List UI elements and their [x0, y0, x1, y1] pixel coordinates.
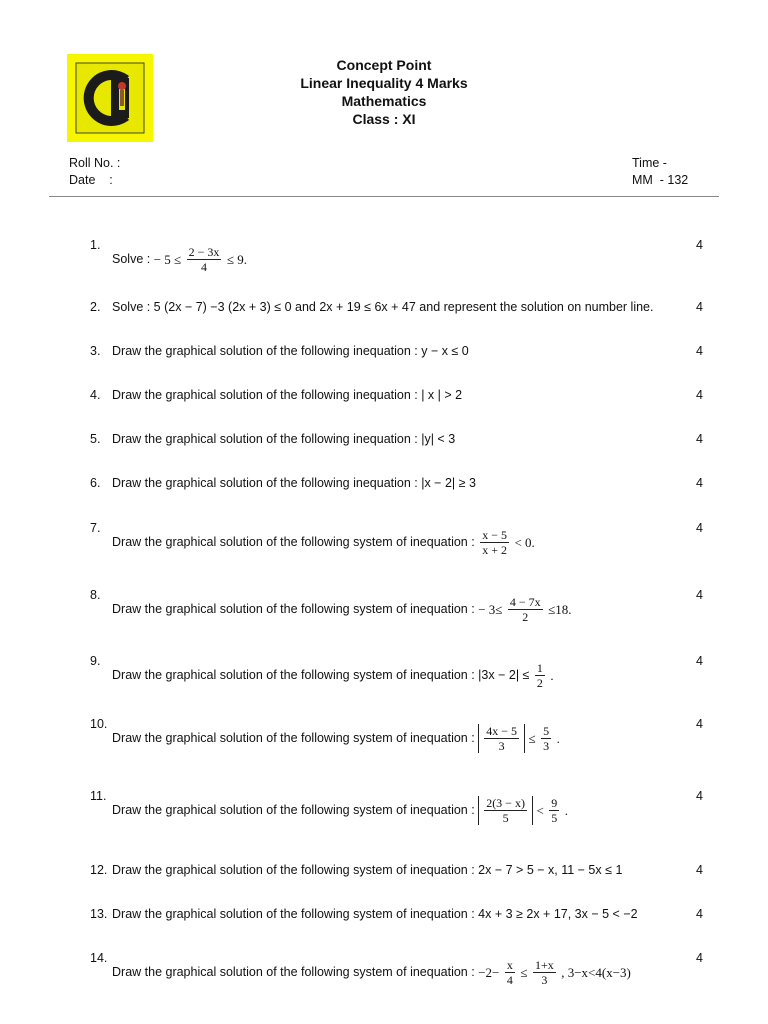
question-number: 8.: [90, 588, 101, 602]
question-marks: 4: [696, 388, 703, 402]
absolute-value: [478, 796, 533, 825]
question-prefix: Solve :: [112, 251, 154, 266]
math-right: .: [564, 802, 568, 818]
question-text: Draw the graphical solution of the following system of inequation : 4x + 3 ≥ 2x + 17, 3x − 5 < −2: [112, 907, 638, 921]
fraction: [541, 724, 551, 753]
question-5: [90, 432, 702, 452]
question-prefix: Draw the graphical solution of the following system of inequation :: [112, 534, 475, 549]
question-text: Draw the graphical solution of the following inequation : | x | > 2: [112, 388, 463, 402]
question-text: [112, 245, 247, 274]
math-left: − 5 ≤: [153, 251, 182, 267]
question-marks: 4: [696, 951, 703, 965]
fraction-denominator: 2: [522, 610, 529, 624]
question-text: [112, 724, 560, 753]
question-marks: 4: [696, 789, 703, 803]
question-marks: 4: [696, 863, 703, 877]
math-right: < 0.: [514, 534, 535, 550]
math-right: , 3−x<4(x−3): [561, 964, 631, 980]
math-right: ≤18.: [548, 601, 572, 617]
question-text: Draw the graphical solution of the following inequation : y − x ≤ 0: [112, 344, 469, 358]
question-number: 2.: [90, 300, 101, 314]
math-left: − 3≤: [478, 601, 503, 617]
question-prefix: Draw the graphical solution of the following system of inequation :: [112, 964, 475, 979]
question-number: 7.: [90, 521, 101, 535]
question-number: 6.: [90, 476, 101, 490]
question-marks: 4: [696, 432, 703, 446]
fraction-numerator: 4x − 5: [486, 724, 517, 738]
fraction-denominator: 2: [536, 676, 543, 690]
fraction: [480, 528, 509, 557]
fraction-denominator: 4: [201, 260, 208, 274]
question-number: 11.: [90, 789, 107, 803]
question-marks: 4: [696, 300, 703, 314]
question-text: Draw the graphical solution of the following inequation : |y| < 3: [112, 432, 456, 446]
question-text: [112, 528, 535, 557]
fraction-numerator: x − 5: [482, 528, 507, 542]
fraction: [505, 958, 515, 987]
question-number: 5.: [90, 432, 101, 446]
question-4: [90, 388, 702, 408]
question-13: [90, 907, 702, 927]
fraction-numerator: 2 − 3x: [188, 245, 220, 259]
question-prefix: Draw the graphical solution of the following system of inequation :: [112, 802, 475, 817]
question-text: [112, 661, 554, 690]
fraction-denominator: 3: [543, 739, 550, 753]
subject-name: Mathematics: [341, 93, 427, 109]
question-12: [90, 863, 702, 883]
question-14: [90, 951, 703, 987]
question-prefix: Draw the graphical solution of the following system of inequation :: [112, 601, 475, 616]
question-text: [112, 958, 631, 987]
fraction-denominator: 5: [551, 811, 558, 825]
question-number: 4.: [90, 388, 101, 402]
question-number: 10.: [90, 717, 108, 731]
question-prefix: Draw the graphical solution of the following system of inequation :: [112, 730, 475, 745]
date-label: Date :: [69, 173, 113, 187]
fraction: [508, 595, 543, 624]
fraction-numerator: 1: [536, 661, 543, 675]
question-9: [90, 654, 703, 690]
question-number: 12.: [90, 863, 108, 877]
fraction: [533, 958, 556, 987]
class-label: Class : XI: [352, 111, 416, 127]
question-11: [90, 789, 703, 825]
paper-title: Linear Inequality 4 Marks: [300, 75, 468, 91]
institute-name: Concept Point: [336, 57, 432, 73]
max-marks-label: MM - 132: [632, 173, 689, 187]
math-right: ≤ 9.: [226, 251, 248, 267]
question-number: 13.: [90, 907, 108, 921]
fraction-numerator: 2(3 − x): [486, 796, 525, 810]
fraction: [187, 245, 222, 274]
header-divider: [49, 196, 719, 197]
question-number: 1.: [90, 238, 101, 252]
question-text: Draw the graphical solution of the following inequation : |x − 2| ≥ 3: [112, 476, 476, 490]
fraction-numerator: 4 − 7x: [509, 595, 541, 609]
question-text: [112, 595, 572, 624]
fraction-denominator: 3: [498, 739, 505, 753]
fraction-numerator: 5: [543, 724, 550, 738]
fraction: [549, 796, 559, 825]
question-number: 14.: [90, 951, 108, 965]
question-text: [112, 796, 568, 825]
fraction: [535, 661, 545, 690]
question-number: 3.: [90, 344, 101, 358]
question-marks: 4: [696, 907, 703, 921]
math-mid: ≤: [520, 964, 528, 980]
question-marks: 4: [696, 238, 703, 252]
fraction-numerator: x: [506, 958, 513, 972]
question-marks: 4: [696, 654, 703, 668]
question-marks: 4: [696, 344, 703, 358]
question-text: Solve : 5 (2x − 7) −3 (2x + 3) ≤ 0 and 2x + 19 ≤ 6x + 47 and represent the solution on number line.: [112, 300, 654, 314]
question-marks: 4: [696, 588, 703, 602]
absolute-value: [478, 724, 525, 753]
roll-no-label: Roll No. :: [69, 156, 121, 170]
fraction-denominator: 5: [502, 811, 509, 825]
question-2: [90, 300, 702, 320]
question-6: [90, 476, 702, 496]
question-number: 9.: [90, 654, 101, 668]
fraction-numerator: 1+x: [534, 958, 554, 972]
fraction: [484, 724, 519, 753]
question-3: [90, 344, 702, 364]
fraction-numerator: 9: [551, 796, 558, 810]
math-mid: ≤: [528, 730, 536, 746]
fraction-denominator: x + 2: [482, 543, 507, 557]
question-8: [90, 588, 703, 624]
question-7: [90, 521, 703, 557]
fraction-denominator: 4: [506, 973, 513, 987]
math-right: .: [550, 667, 554, 683]
fraction: [484, 796, 527, 825]
document-header: [0, 56, 768, 128]
question-1: [90, 238, 703, 274]
question-prefix: Draw the graphical solution of the following system of inequation : |3x − 2| ≤: [112, 667, 530, 682]
question-marks: 4: [696, 717, 703, 731]
question-text: Draw the graphical solution of the following system of inequation : 2x − 7 > 5 − x, 11 − 5x ≤ 1: [112, 863, 623, 877]
exam-info: [632, 155, 688, 189]
math-mid: <: [536, 802, 544, 818]
question-marks: 4: [696, 521, 703, 535]
math-left: −2−: [478, 964, 500, 980]
question-10: [90, 717, 703, 753]
fraction-denominator: 3: [541, 973, 548, 987]
time-label: Time -: [632, 156, 667, 170]
student-info: [69, 155, 120, 189]
question-marks: 4: [696, 476, 703, 490]
math-right: .: [556, 730, 560, 746]
